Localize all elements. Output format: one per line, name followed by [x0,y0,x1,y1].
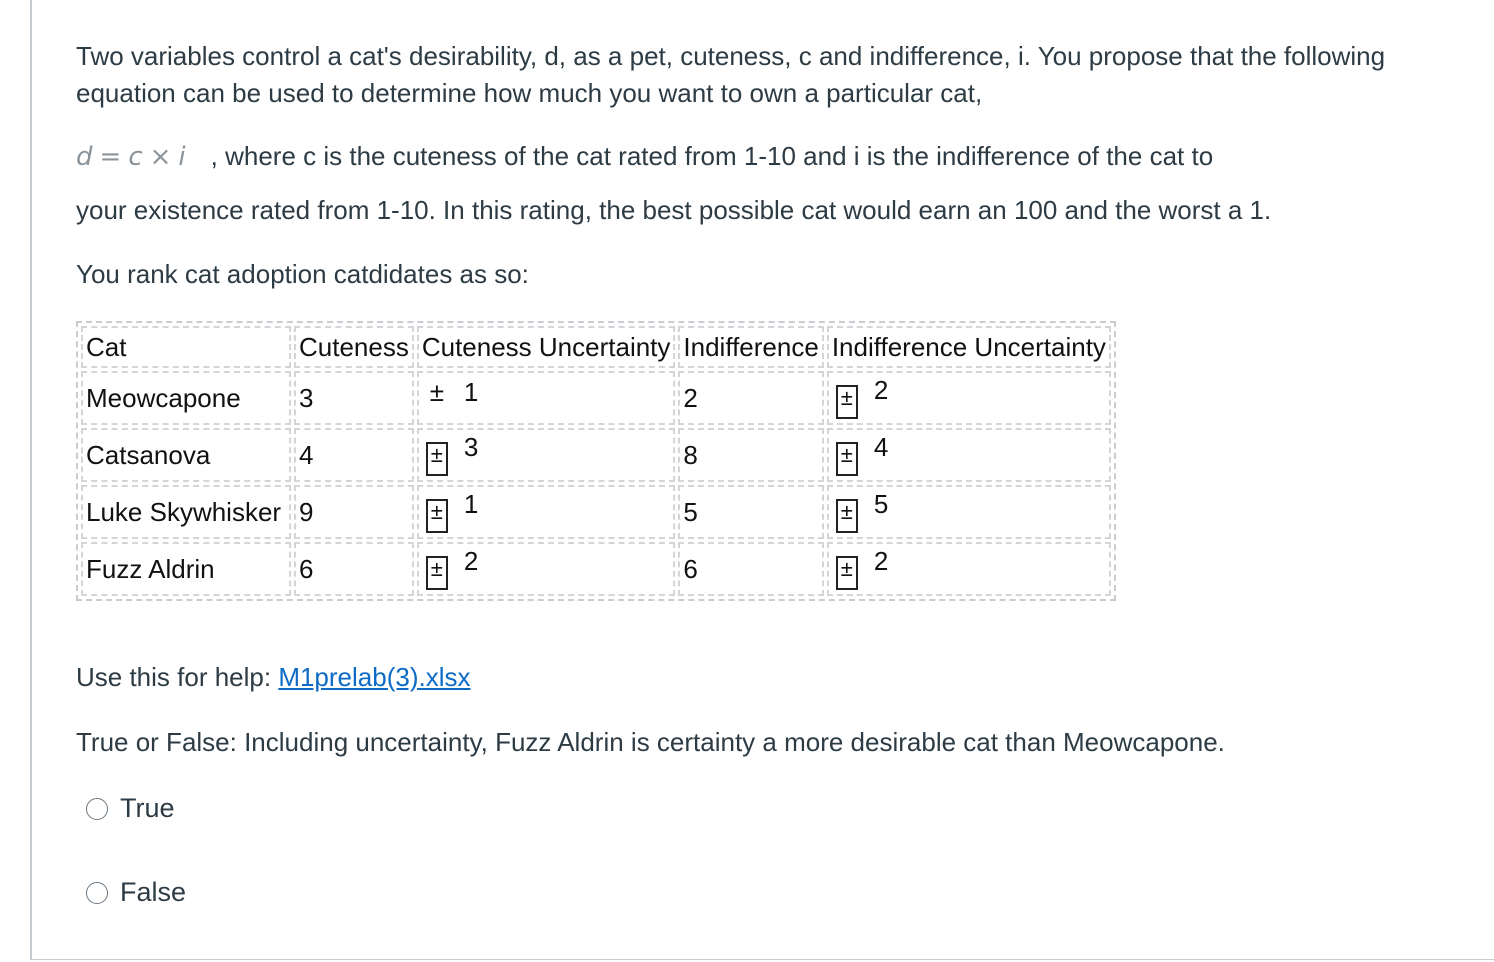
table-row [81,371,1111,425]
equation-suffix: , where c is the cuteness of the cat rated from 1-10 and i is the indifference of the cat to [210,141,1214,171]
cell-cuteness-uncertainty [417,542,676,596]
uncertainty-value: 1 [463,376,479,407]
equation-paragraph [76,138,1466,176]
table-row [81,542,1111,596]
option-false[interactable] [86,877,186,908]
eq-i: i [178,142,187,172]
cell-indifference: 2 [678,371,823,425]
plus-minus-icon: ± [836,442,858,476]
cat-table [76,321,1116,601]
eq-times: × [149,142,173,172]
cell-cat: Fuzz Aldrin [81,542,291,596]
option-true[interactable] [86,793,175,824]
table-row [81,428,1111,482]
header-cat: Cat [81,326,291,368]
uncertainty-value: 3 [463,431,479,462]
header-indifference: Indifference [678,326,823,368]
option-false-label: False [120,877,187,907]
cell-indifference-uncertainty [827,371,1111,425]
table-row [81,485,1111,539]
header-cuteness: Cuteness [294,326,414,368]
question-prompt: True or False: Including uncertainty, Fuzz Aldrin is certainty a more desirable cat than Meowcapone. [76,727,1225,757]
cell-cuteness-uncertainty [417,371,676,425]
cell-cuteness-uncertainty [417,428,676,482]
cell-indifference-uncertainty [827,428,1111,482]
cell-cat: Catsanova [81,428,291,482]
uncertainty-value: 5 [873,488,889,519]
cell-indifference: 8 [678,428,823,482]
uncertainty-value: 1 [463,488,479,519]
cell-cat: Luke Skywhisker [81,485,291,539]
eq-c: c [128,142,144,172]
cell-cuteness: 3 [294,371,414,425]
cell-cuteness-uncertainty [417,485,676,539]
plus-minus-icon: ± [429,376,444,407]
uncertainty-value: 4 [873,431,889,462]
option-true-label: True [120,793,175,823]
cell-indifference: 6 [678,542,823,596]
plus-minus-icon: ± [426,442,448,476]
cell-cuteness: 9 [294,485,414,539]
plus-minus-icon: ± [426,499,448,533]
cell-indifference: 5 [678,485,823,539]
eq-equals: = [99,142,123,172]
eq-d: d [76,142,94,172]
rank-intro: You rank cat adoption catdidates as so: [76,259,529,289]
continuation-paragraph: your existence rated from 1-10. In this rating, the best possible cat would earn an 100 and the worst a 1. [76,195,1272,225]
help-line [76,662,470,693]
uncertainty-value: 2 [873,545,889,576]
radio-false[interactable] [86,882,108,904]
header-cuteness-uncertainty: Cuteness Uncertainty [417,326,676,368]
uncertainty-value: 2 [463,545,479,576]
uncertainty-value: 2 [873,374,889,405]
plus-minus-icon: ± [836,556,858,590]
cell-cuteness: 4 [294,428,414,482]
plus-minus-icon: ± [836,499,858,533]
cell-cuteness: 6 [294,542,414,596]
plus-minus-icon: ± [426,556,448,590]
equation [76,142,187,172]
table-header-row [81,326,1111,368]
radio-true[interactable] [86,798,108,820]
cell-indifference-uncertainty [827,542,1111,596]
cell-cat: Meowcapone [81,371,291,425]
header-indifference-uncertainty: Indifference Uncertainty [827,326,1111,368]
plus-minus-icon: ± [836,385,858,419]
cell-indifference-uncertainty [827,485,1111,539]
intro-paragraph: Two variables control a cat's desirability, d, as a pet, cuteness, c and indifference, i. You propose that the following equation can be used to determine how much you want to own a particular cat, [76,41,1386,108]
help-file-link[interactable]: M1prelab(3).xlsx [278,662,471,692]
help-label: Use this for help: [76,662,279,692]
